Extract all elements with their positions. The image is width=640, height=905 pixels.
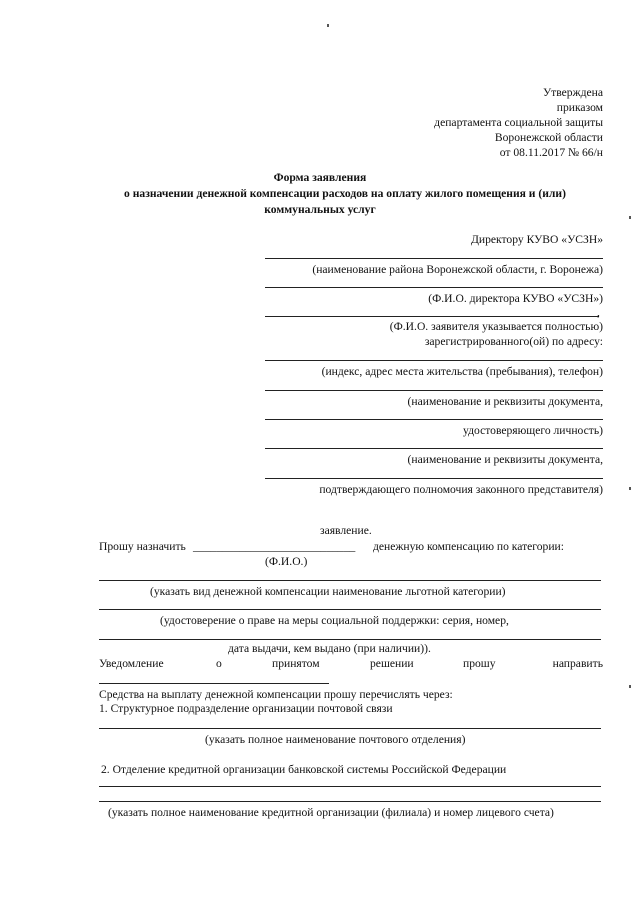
issue-field-line[interactable] [99, 639, 601, 640]
approval-line-3: департамента социальной защиты [434, 116, 603, 129]
category-field-line[interactable] [99, 580, 601, 581]
notify-word-1: Уведомление [99, 657, 164, 670]
issue-hint: дата выдачи, кем выдано (при наличии)). [228, 642, 431, 655]
bank-field-line-2[interactable] [99, 801, 601, 802]
bank-hint: (указать полное наименование кредитной организации (филиала) и номер лицевого счета) [108, 806, 554, 819]
request-fio-blank[interactable]: ____________________________ [193, 540, 356, 553]
scan-dot [629, 216, 631, 219]
application-heading: заявление. [320, 524, 372, 537]
title-line-1: Форма заявления [273, 171, 367, 184]
notify-word-2: о [216, 657, 222, 670]
certificate-hint: (удостоверение о праве на меры социальной поддержки: серия, номер, [160, 614, 509, 627]
approval-line-1: Утверждена [542, 86, 603, 99]
request-suffix: денежную компенсацию по категории: [373, 540, 564, 553]
address-hint: (индекс, адрес места жительства (пребывания), телефон) [321, 365, 603, 378]
option-postal: 1. Структурное подразделение организации почтовой связи [99, 702, 393, 715]
option-bank: 2. Отделение кредитной организации банковской системы Российской Федерации [101, 763, 507, 776]
applicant-fio-field-line[interactable] [265, 316, 599, 317]
certificate-field-line[interactable] [99, 609, 601, 610]
bank-field-line-1[interactable] [99, 786, 601, 787]
title-line-2: о назначении денежной компенсации расходов на оплату жилого помещения и (или) [124, 187, 566, 200]
notify-field-line[interactable] [99, 683, 329, 684]
id-doc-field-line[interactable] [265, 390, 603, 391]
scan-dot [629, 487, 631, 490]
director-label: Директору КУВО «УСЗН» [470, 233, 603, 246]
director-fio-hint: (Ф.И.О. директора КУВО «УСЗН») [428, 292, 603, 305]
postal-field-line[interactable] [99, 728, 601, 729]
notify-word-3: принятом [272, 657, 320, 670]
title-line-3: коммунальных услуг [264, 203, 376, 216]
id-doc-hint-1: (наименование и реквизиты документа, [407, 395, 603, 408]
notify-word-6: направить [552, 657, 603, 670]
scan-dot [629, 685, 631, 688]
approval-date: от 08.11.2017 № 66/н [499, 146, 603, 159]
registered-label: зарегистрированного(ой) по адресу: [424, 335, 603, 348]
applicant-fio-comma: , [597, 306, 600, 319]
applicant-fio-hint: (Ф.И.О. заявителя указывается полностью) [389, 320, 603, 333]
fio-hint: (Ф.И.О.) [265, 555, 308, 568]
address-field-line[interactable] [265, 360, 603, 361]
scan-dot [327, 24, 329, 27]
approval-line-2: приказом [556, 101, 603, 114]
id-doc-field-line-2[interactable] [265, 419, 603, 420]
postal-hint: (указать полное наименование почтового отделения) [205, 733, 466, 746]
rep-doc-hint-1: (наименование и реквизиты документа, [407, 453, 603, 466]
rep-doc-field-line[interactable] [265, 448, 603, 449]
notify-word-5: прошу [463, 657, 496, 670]
notify-word-4: решении [370, 657, 414, 670]
request-prefix: Прошу назначить [99, 540, 186, 553]
district-hint: (наименование района Воронежской области, г. Воронежа) [312, 263, 603, 276]
category-hint: (указать вид денежной компенсации наименование льготной категории) [150, 585, 506, 598]
rep-doc-field-line-2[interactable] [265, 478, 603, 479]
director-fio-field-line[interactable] [265, 287, 603, 288]
approval-line-4: Воронежской области [494, 131, 603, 144]
rep-doc-hint-2: подтверждающего полномочия законного представителя) [319, 483, 603, 496]
transfer-intro: Средства на выплату денежной компенсации прошу перечислять через: [99, 688, 453, 701]
id-doc-hint-2: удостоверяющего личность) [463, 424, 603, 437]
district-field-line[interactable] [265, 258, 603, 259]
